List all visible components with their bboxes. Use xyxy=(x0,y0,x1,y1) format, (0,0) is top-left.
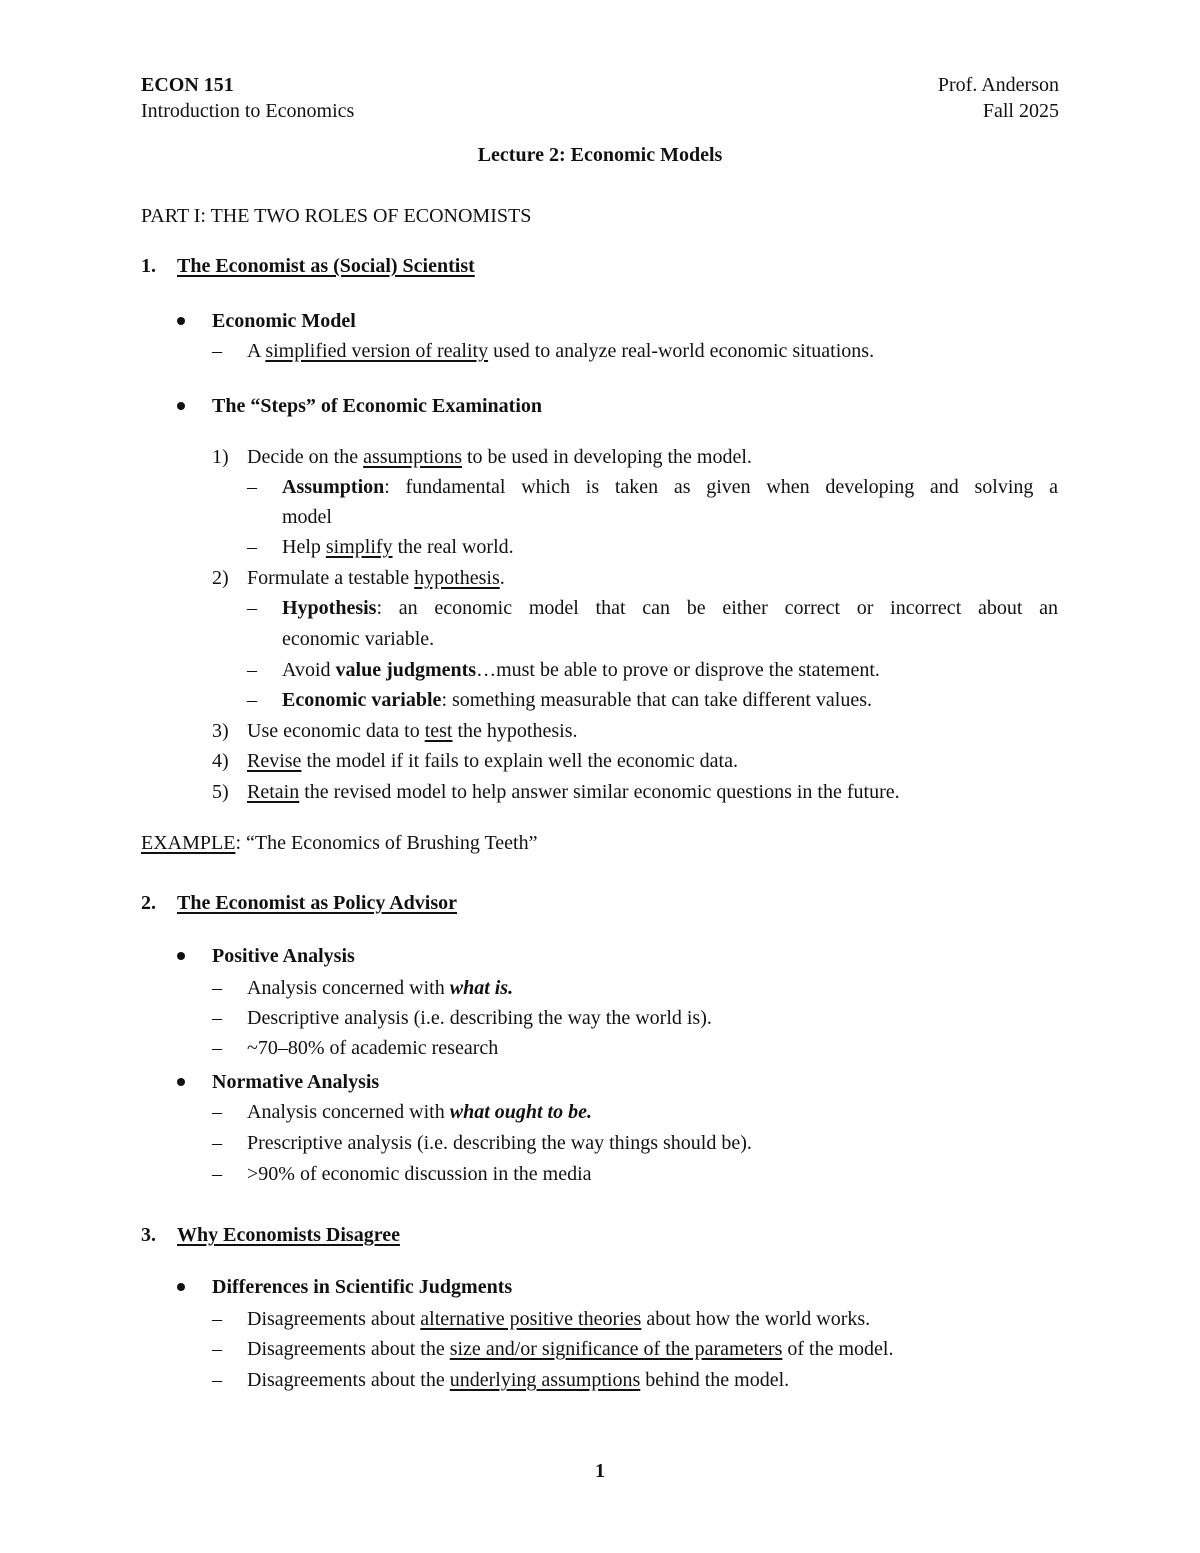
list-item: Disagreements about the size and/or significance of the parameters of the model. xyxy=(247,1338,894,1360)
bullet-icon xyxy=(177,402,185,410)
dash-marker: – xyxy=(212,1369,222,1391)
list-item: >90% of economic discussion in the media xyxy=(247,1163,592,1185)
list-item-continued: model xyxy=(282,506,332,528)
list-item: Economic variable: something measurable that can take different values. xyxy=(282,689,873,711)
step-number: 4) xyxy=(212,750,229,772)
dash-marker: – xyxy=(247,536,257,558)
part-heading: PART I: THE TWO ROLES OF ECONOMISTS xyxy=(141,205,532,227)
subheading: Differences in Scientific Judgments xyxy=(212,1276,513,1298)
dash-marker: – xyxy=(212,1132,222,1154)
step-number: 5) xyxy=(212,781,229,803)
list-item: Use economic data to test the hypothesis. xyxy=(247,720,578,742)
list-item: Descriptive analysis (i.e. describing the way the world is). xyxy=(247,1007,712,1029)
list-item: Decide on the assumptions to be used in developing the model. xyxy=(247,446,752,468)
list-item: Prescriptive analysis (i.e. describing the way things should be). xyxy=(247,1132,752,1154)
section-number: 3. xyxy=(141,1224,156,1246)
section-number: 2. xyxy=(141,892,156,914)
list-item: Analysis concerned with what ought to be. xyxy=(247,1101,592,1123)
list-item: Hypothesis: an economic model that can be either correct or incorrect about an xyxy=(282,597,1058,619)
list-item: Retain the revised model to help answer similar economic questions in the future. xyxy=(247,781,900,803)
list-item: Analysis concerned with what is. xyxy=(247,977,514,999)
list-item: A simplified version of reality used to analyze real-world economic situations. xyxy=(247,340,875,362)
dash-marker: – xyxy=(247,476,257,498)
professor-name: Prof. Anderson xyxy=(937,74,1059,96)
step-number: 1) xyxy=(212,446,229,468)
subheading: The “Steps” of Economic Examination xyxy=(212,395,543,417)
section-title: The Economist as Policy Advisor xyxy=(177,892,458,914)
page-number: 1 xyxy=(595,1460,605,1482)
list-item: Disagreements about alternative positive theories about how the world works. xyxy=(247,1308,871,1330)
section-title: Why Economists Disagree xyxy=(177,1224,400,1246)
bullet-icon xyxy=(177,1283,185,1291)
dash-marker: – xyxy=(212,1101,222,1123)
list-item: Disagreements about the underlying assumptions behind the model. xyxy=(247,1369,790,1391)
list-item: Help simplify the real world. xyxy=(282,536,514,558)
dash-marker: – xyxy=(212,1338,222,1360)
dash-marker: – xyxy=(212,1037,222,1059)
subheading: Economic Model xyxy=(212,310,356,332)
bullet-icon xyxy=(177,952,185,960)
dash-marker: – xyxy=(212,977,222,999)
step-number: 3) xyxy=(212,720,229,742)
dash-marker: – xyxy=(212,1308,222,1330)
dash-marker: – xyxy=(212,340,222,362)
list-item: Formulate a testable hypothesis. xyxy=(247,567,505,589)
dash-marker: – xyxy=(247,689,257,711)
example-line: EXAMPLE: “The Economics of Brushing Teeth” xyxy=(141,832,538,854)
dash-marker: – xyxy=(212,1163,222,1185)
term: Fall 2025 xyxy=(982,100,1059,122)
course-title: Introduction to Economics xyxy=(141,100,355,122)
dash-marker: – xyxy=(212,1007,222,1029)
section-number: 1. xyxy=(141,255,156,277)
list-item-continued: economic variable. xyxy=(282,628,435,650)
subheading: Positive Analysis xyxy=(212,945,355,967)
page-title: Lecture 2: Economic Models xyxy=(477,144,723,166)
dash-marker: – xyxy=(247,659,257,681)
list-item: Revise the model if it fails to explain well the economic data. xyxy=(247,750,738,772)
dash-marker: – xyxy=(247,597,257,619)
subheading: Normative Analysis xyxy=(212,1071,380,1093)
bullet-icon xyxy=(177,317,185,325)
list-item: ~70–80% of academic research xyxy=(247,1037,499,1059)
bullet-icon xyxy=(177,1078,185,1086)
list-item: Avoid value judgments…must be able to prove or disprove the statement. xyxy=(282,659,880,681)
step-number: 2) xyxy=(212,567,229,589)
section-title: The Economist as (Social) Scientist xyxy=(177,255,475,277)
list-item: Assumption: fundamental which is taken as given when developing and solving a xyxy=(282,476,1058,498)
course-code: ECON 151 xyxy=(141,74,234,96)
